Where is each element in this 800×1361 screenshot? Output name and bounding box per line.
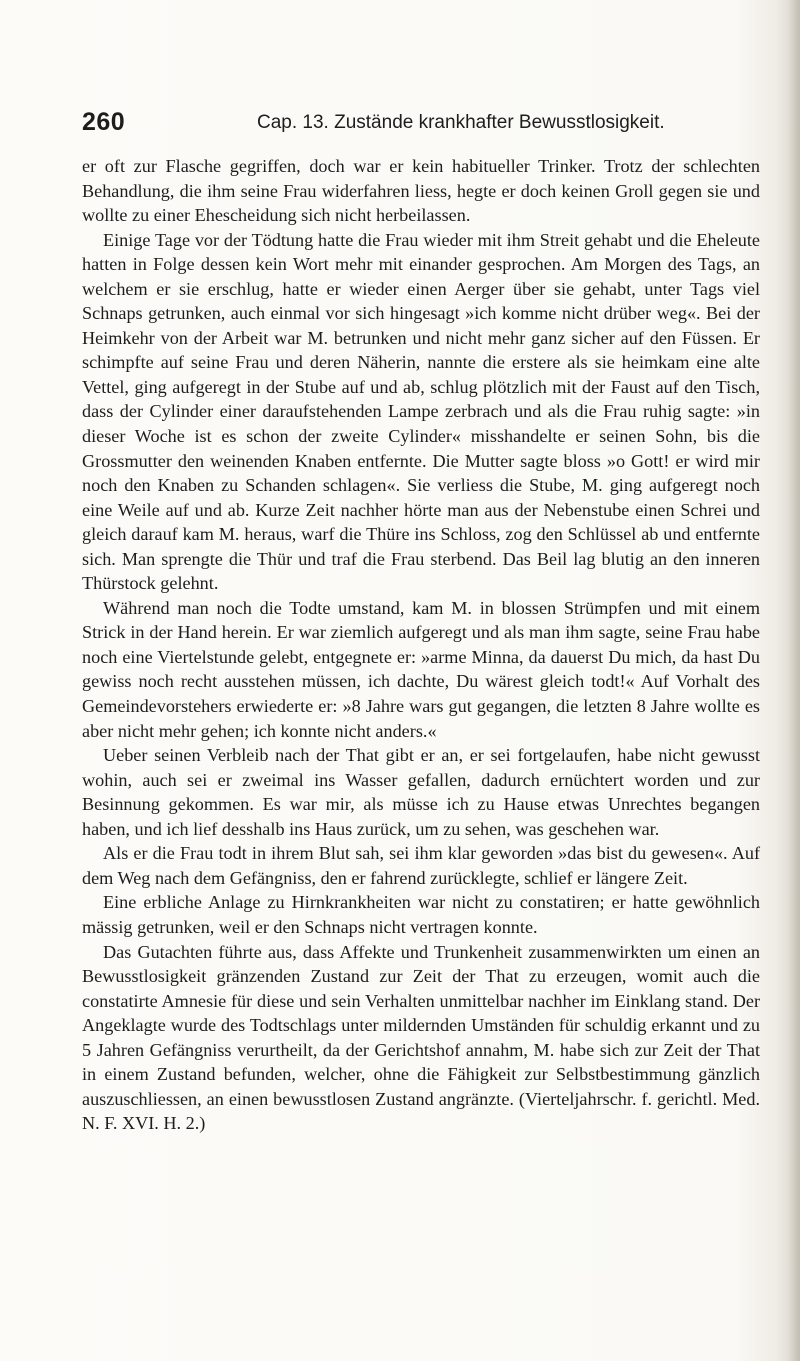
page-number: 260 — [82, 108, 126, 136]
paragraph: Als er die Frau todt in ihrem Blut sah, sei ihm klar geworden »das bist du gewesen«. Auf dem Weg nach dem Gefängniss, den er fahrend zurücklegte, schlief er längere Zeit. — [82, 843, 760, 888]
paragraph: Eine erbliche Anlage zu Hirnkrankheiten war nicht zu constatiren; er hatte gewöhnlich mässig getrunken, weil er den Schnaps nicht vertragen konnte. — [82, 892, 760, 937]
body-text — [82, 154, 760, 1136]
page-edge-shadow — [788, 0, 800, 1361]
paragraph: Einige Tage vor der Tödtung hatte die Frau wieder mit ihm Streit gehabt und die Eheleute hatten in Folge dessen kein Wort mehr mit einander gesprochen. Am Morgen des Tags, an welchem er sie erschlug, hatte er wieder einen Aerger über sie gehabt, unter Tags viel Schnaps getrunken, auch einmal vor sich hingesagt »ich komme nicht drüber weg«. Bei der Heimkehr von der Arbeit war M. betrunken und nicht mehr ganz sicher auf den Füssen. Er schimpfte auf seine Frau und deren Näherin, nannte die erstere als sie heimkam eine alte Vettel, ging aufgeregt in der Stube auf und ab, schlug plötzlich mit der Faust auf den Tisch, dass der Cylinder einer daraufstehenden Lampe zerbrach und als die Frau ruhig sagte: »in dieser Woche ist es schon der zweite Cylinder« misshandelte er seinen Sohn, bis die Grossmutter den weinenden Knaben entfernte. Die Mutter sagte bloss »o Gott! er wird mir noch den Knaben zu Schanden schlagen«. Sie verliess die Stube, M. ging aufgeregt noch eine Weile auf und ab. Kurze Zeit nachher hörte man aus der Nebenstube einen Schrei und gleich darauf kam M. heraus, warf die Thüre ins Schloss, zog den Schlüssel ab und entfernte sich. Man sprengte die Thür und traf die Frau sterbend. Das Beil lag blutig an den inneren Thürstock gelehnt. — [82, 229, 760, 594]
paragraph: Während man noch die Todte umstand, kam M. in blossen Strümpfen und mit einem Strick in der Hand herein. Er war ziemlich aufgeregt und als man ihm sagte, seine Frau habe noch eine Viertelstunde gelebt, entgegnete er: »arme Minna, da dauerst Du mich, da hast Du gewiss noch recht ausstehen müssen, ich dachte, Du wärest gleich todt!« Auf Vorhalt des Gemeindevorstehers erwiederte er: »8 Jahre wars gut gegangen, die letzten 8 Jahre wollte es aber nicht mehr gehen; ich konnte nicht anders.« — [82, 597, 760, 741]
paragraph-continuation: er oft zur Flasche gegriffen, doch war er kein habitueller Trinker. Trotz der schlechten Behandlung, die ihm seine Frau widerfahren liess, hegte er doch keinen Groll gegen sie und wollte zu einer Ehescheidung sich nicht herbeilassen. — [82, 156, 760, 226]
running-head: Cap. 13. Zustände krankhafter Bewusstlosigkeit. — [257, 112, 665, 133]
page-header — [82, 108, 762, 142]
paragraph: Ueber seinen Verbleib nach der That gibt er an, er sei fortgelaufen, habe nicht gewusst wohin, auch sei er zweimal ins Wasser gefallen, dadurch ernüchtert worden und zur Besinnung gekommen. Es war mir, als müsse ich zu Hause etwas Unrechtes begangen haben, und ich lief desshalb ins Haus zurück, um zu sehen, was geschehen war. — [82, 745, 760, 839]
paragraph: Das Gutachten führte aus, dass Affekte und Trunkenheit zusammenwirkten um einen an Bewusstlosigkeit gränzenden Zustand zur Zeit der That zu erzeugen, womit auch die constatirte Amnesie für diese und sein Verhalten unmittelbar nachher im Einklang stand. Der Angeklagte wurde des Todtschlags unter mildernden Umständen für schuldig erkannt und zu 5 Jahren Gefängniss verurtheilt, da der Gerichtshof annahm, M. habe sich zur Zeit der That in einem Zustand befunden, welcher, ohne die Fähigkeit zur Selbstbestimmung gänzlich auszuschliessen, an einen bewusstlosen Zustand angränzte. (Vierteljahrschr. f. gerichtl. Med. N. F. XVI. H. 2.) — [82, 941, 760, 1134]
